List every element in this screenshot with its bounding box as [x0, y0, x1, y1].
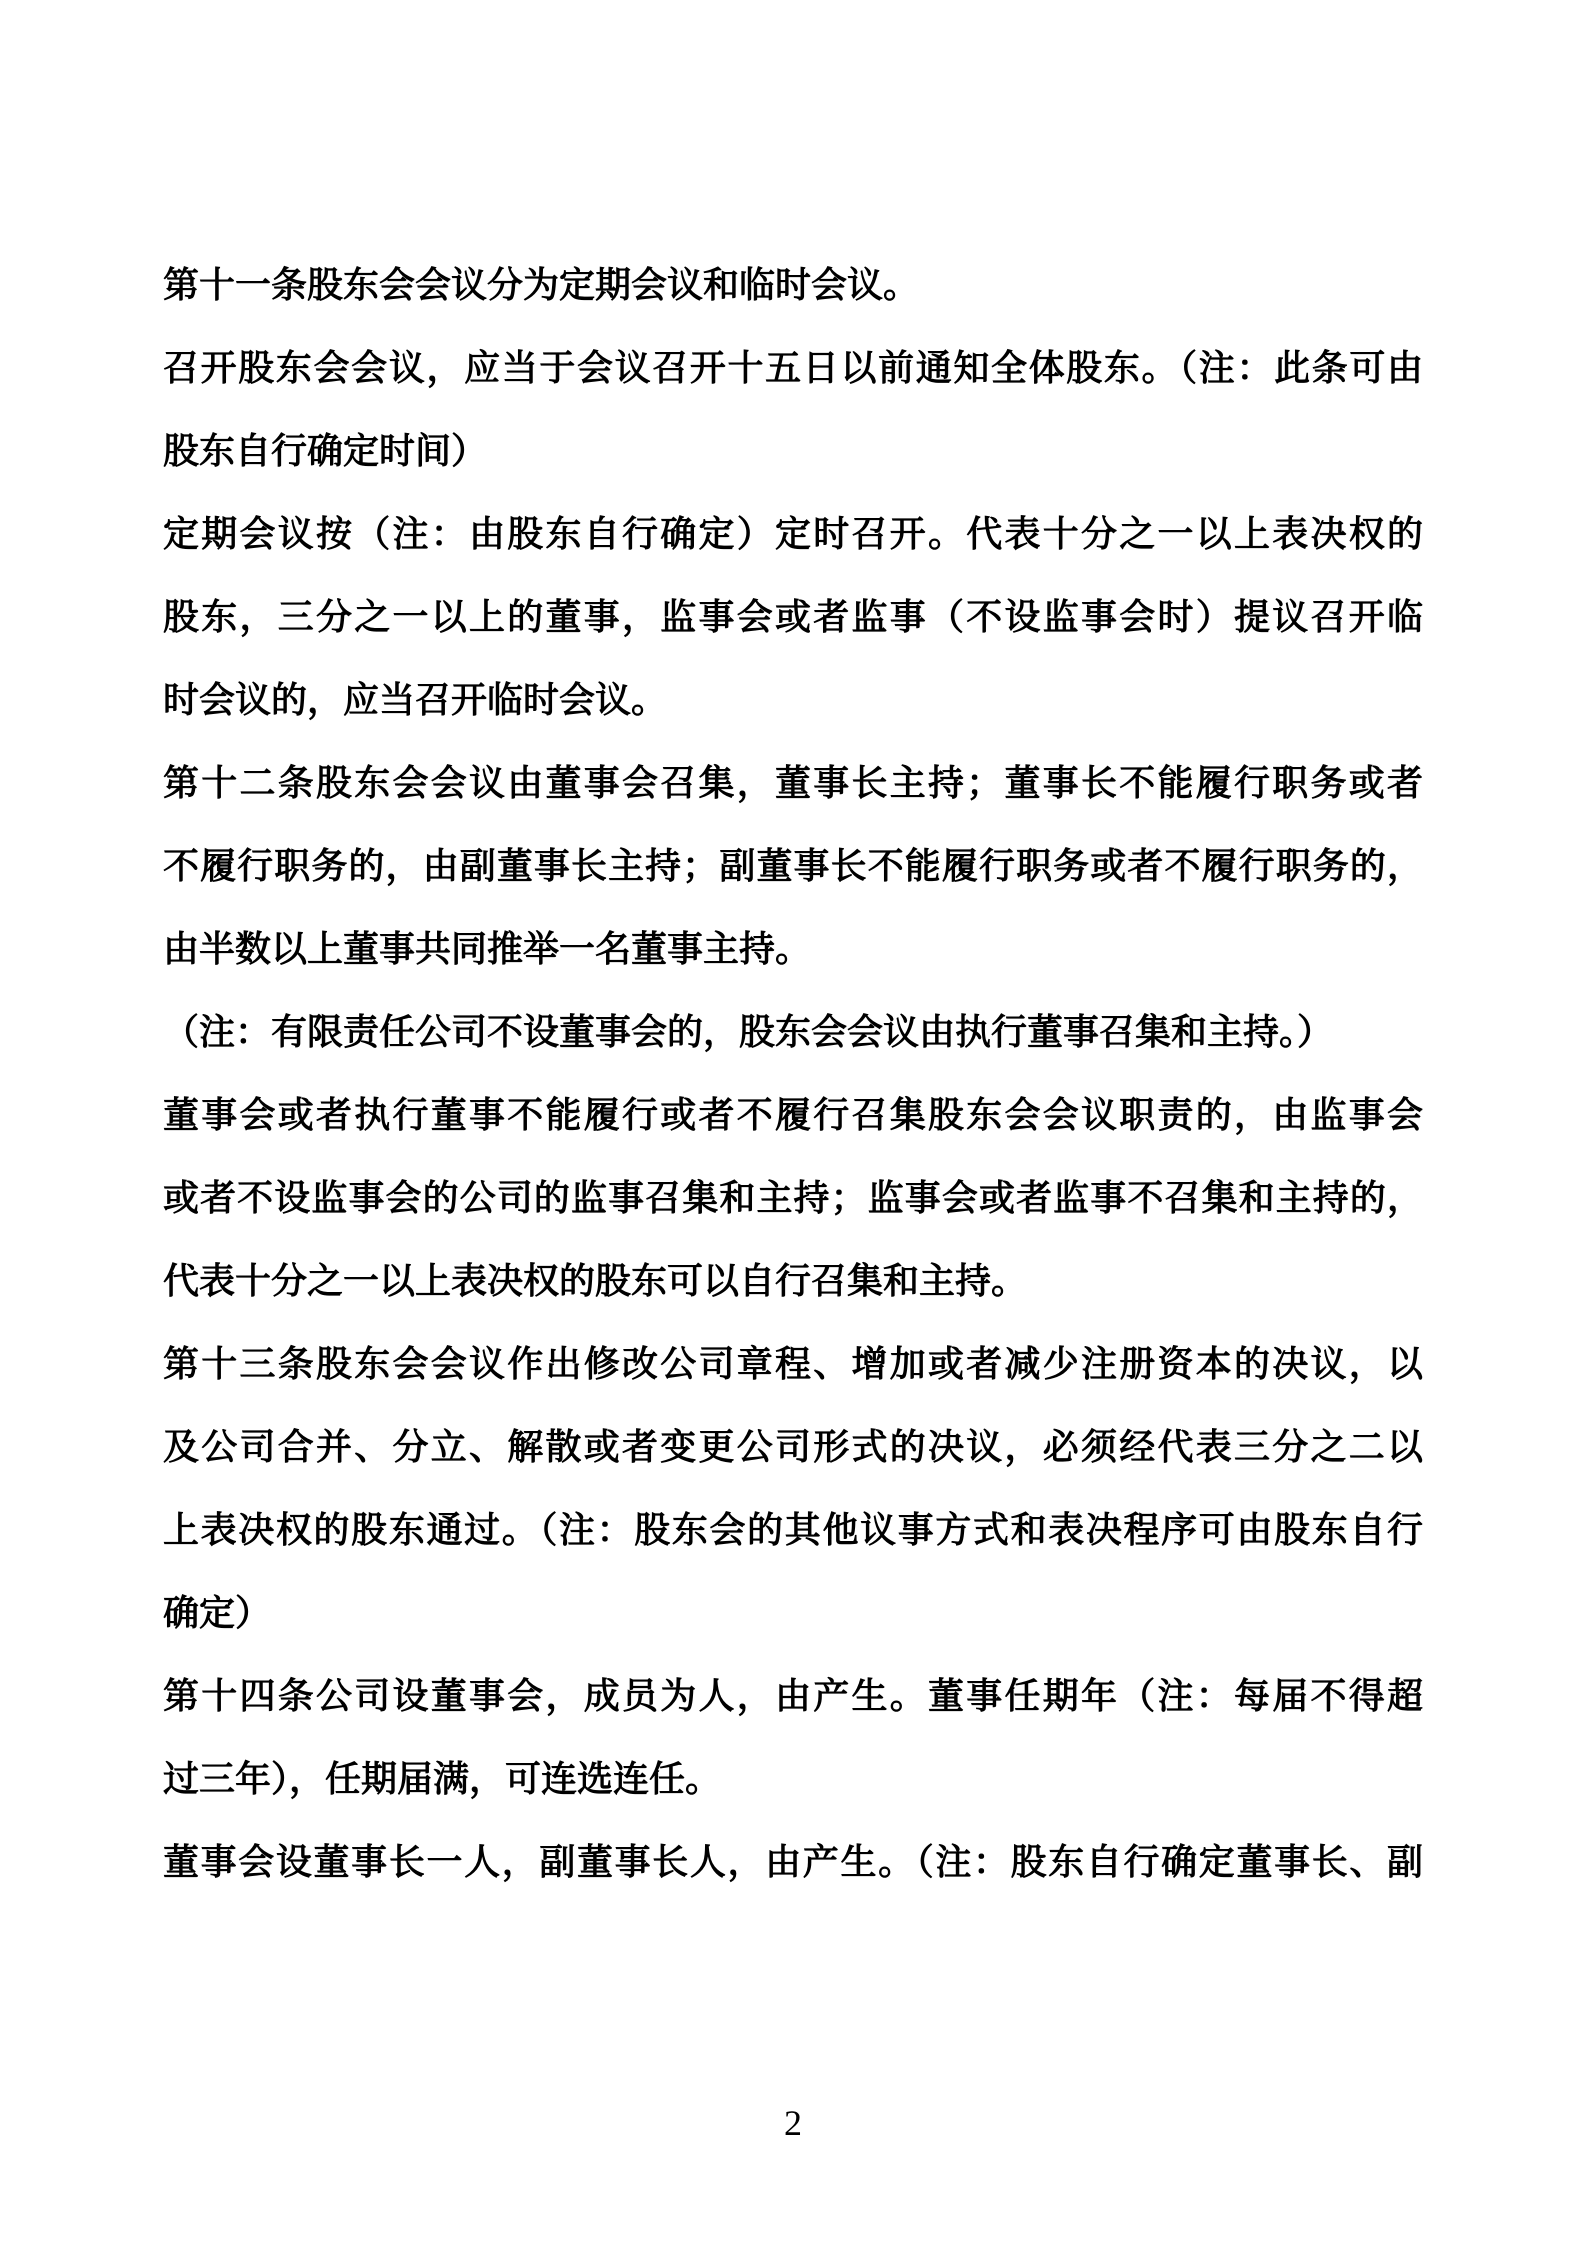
text-line: 过三年），任期届满，可连选连任。	[163, 1758, 722, 1799]
text-line: 定期会议按（注：由股东自行确定）定时召开。代表十分之一以上表决权的	[163, 513, 1423, 554]
text-line: 股东自行确定时间）	[163, 430, 488, 471]
page-number: 2	[784, 2103, 802, 2143]
document-body	[163, 243, 1423, 1903]
text-line: 召开股东会会议，应当于会议召开十五日以前通知全体股东。（注：此条可由	[163, 347, 1423, 388]
text-line: 董事会或者执行董事不能履行或者不履行召集股东会会议职责的，由监事会	[163, 1094, 1423, 1135]
text-line: 由半数以上董事共同推举一名董事主持。	[163, 928, 812, 969]
text-line-article-13-start: 第十三条股东会会议作出修改公司章程、增加或者减少注册资本的决议，以	[163, 1343, 1423, 1384]
text-line: 及公司合并、分立、解散或者变更公司形式的决议，必须经代表三分之二以	[163, 1426, 1423, 1467]
text-line: 确定）	[163, 1592, 272, 1633]
text-line: 代表十分之一以上表决权的股东可以自行召集和主持。	[163, 1260, 1028, 1301]
text-line: 或者不设监事会的公司的监事召集和主持；监事会或者监事不召集和主持的，	[163, 1177, 1423, 1218]
text-line-article-14-start: 第十四条公司设董事会，成员为人，由产生。董事任期年（注：每届不得超	[163, 1675, 1423, 1716]
text-line-article-12-start: 第十二条股东会会议由董事会召集，董事长主持；董事长不能履行职务或者	[163, 762, 1423, 803]
text-line: 不履行职务的，由副董事长主持；副董事长不能履行职务或者不履行职务的，	[163, 845, 1423, 886]
text-line: 时会议的，应当召开临时会议。	[163, 679, 668, 720]
text-line-article-11-start: 第十一条股东会会议分为定期会议和临时会议。	[163, 264, 920, 305]
text-line: 董事会设董事长一人，副董事长人，由产生。（注：股东自行确定董事长、副	[163, 1841, 1423, 1882]
text-line: 股东，三分之一以上的董事，监事会或者监事（不设监事会时）提议召开临	[163, 596, 1423, 637]
text-line: 上表决权的股东通过。（注：股东会的其他议事方式和表决程序可由股东自行	[163, 1509, 1423, 1550]
text-line-note: （注：有限责任公司不设董事会的，股东会会议由执行董事召集和主持。）	[163, 1011, 1334, 1052]
